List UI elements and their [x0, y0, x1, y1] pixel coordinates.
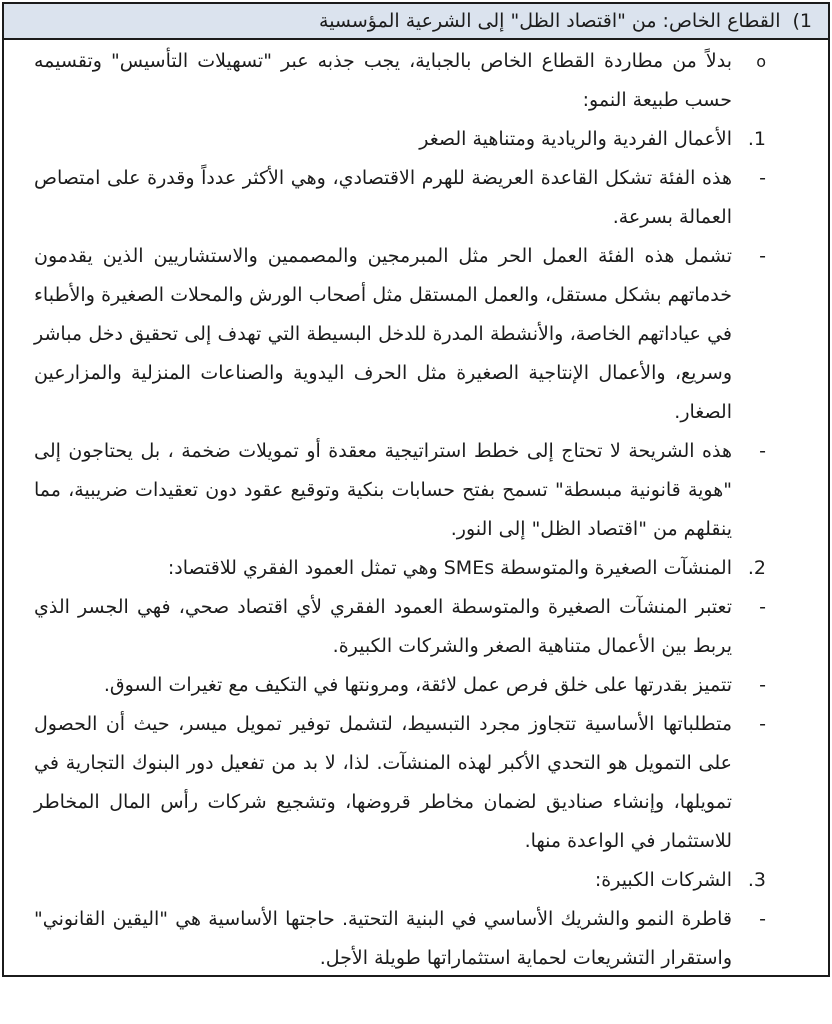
list-item-text: الأعمال الفردية والريادية ومتناهية الصغر: [419, 128, 732, 150]
list-item-text: تشمل هذه الفئة العمل الحر مثل المبرمجين والمصممين والاستشاريين الذين يقدمون خدماتهم بشكل مستقل، والعمل المستقل مثل أصحاب الورش والمحلات الصغيرة والأطباء في عياداتهم الخاصة، والأنشطة المدرة للدخل البسيطة التي تهدف إلى تحقيق دخل مباشر وسريع، والأعمال الإنتاجية الصغيرة مثل الحرف اليدوية والصناعات المنزلية والمزارعين الصغار.: [34, 245, 732, 423]
list-item-text: قاطرة النمو والشريك الأساسي في البنية التحتية. حاجتها الأساسية هي "اليقين القانوني" واستقرار التشريعات لحماية استثماراتها طويلة الأجل.: [34, 908, 732, 969]
dash-marker: -: [759, 908, 766, 930]
list-item: [34, 432, 766, 549]
list-item-text: تعتبر المنشآت الصغيرة والمتوسطة العمود الفقري لأي اقتصاد صحي، فهي الجسر الذي يربط بين الأعمال متناهية الصغر والشركات الكبيرة.: [34, 596, 732, 657]
dash-marker: -: [759, 440, 766, 462]
list-item: [34, 861, 766, 900]
list-item-text: تتميز بقدرتها على خلق فرص عمل لائقة، ومرونتها في التكيف مع تغيرات السوق.: [103, 674, 732, 696]
list-item: [34, 237, 766, 432]
dash-marker: -: [759, 245, 766, 267]
dash-marker: -: [759, 596, 766, 618]
number-marker: 1.: [747, 128, 766, 150]
list-item: [34, 588, 766, 666]
list-item-text: هذه الشريحة لا تحتاج إلى خطط استراتيجية معقدة أو تمويلات ضخمة ، بل يحتاجون إلى "هوية قانونية مبسطة" تسمح بفتح حسابات بنكية وتوقيع عقود دون تعقيدات ضريبية، مما ينقلهم من "اقتصاد الظل" إلى النور.: [34, 440, 732, 540]
dash-marker: -: [759, 167, 766, 189]
list-item: [34, 900, 766, 977]
number-marker: 2.: [747, 557, 766, 579]
section-title: القطاع الخاص: من "اقتصاد الظل" إلى الشرعية المؤسسية: [319, 10, 781, 32]
circle-bullet-marker: o: [756, 52, 766, 71]
list-item: [34, 42, 766, 120]
document-body: [4, 40, 828, 977]
list-item: [34, 159, 766, 237]
list-item-text: هذه الفئة تشكل القاعدة العريضة للهرم الاقتصادي، وهي الأكثر عدداً وقدرة على امتصاص العمالة بسرعة.: [34, 167, 732, 228]
list-item: [34, 120, 766, 159]
dash-marker: -: [759, 674, 766, 696]
list-item-text: الشركات الكبيرة:: [594, 869, 732, 891]
list-item: [34, 705, 766, 861]
list-item-text: المنشآت الصغيرة والمتوسطة SMEs وهي تمثل العمود الفقري للاقتصاد:: [167, 557, 732, 579]
document-frame: [2, 2, 830, 977]
list-item-text: متطلباتها الأساسية تتجاوز مجرد التبسيط، لتشمل توفير تمويل ميسر، حيث أن الحصول على التمويل هو التحدي الأكبر لهذه المنشآت. لذا، لا بد من تفعيل دور البنوك التجارية في تمويلها، وإنشاء صناديق لضمان مخاطر قروضها، وتشجيع شركات رأس المال المخاطر للاستثمار في الواعدة منها.: [34, 713, 732, 852]
list-item: [34, 549, 766, 588]
list-item-text: بدلاً من مطاردة القطاع الخاص بالجباية، يجب جذبه عبر "تسهيلات التأسيس" وتقسيمه حسب طبيعة النمو:: [34, 50, 732, 111]
dash-marker: -: [759, 713, 766, 735]
section-header: [4, 4, 828, 40]
number-marker: 3.: [747, 869, 766, 891]
section-number: 1): [792, 10, 812, 32]
list-item: [34, 666, 766, 705]
